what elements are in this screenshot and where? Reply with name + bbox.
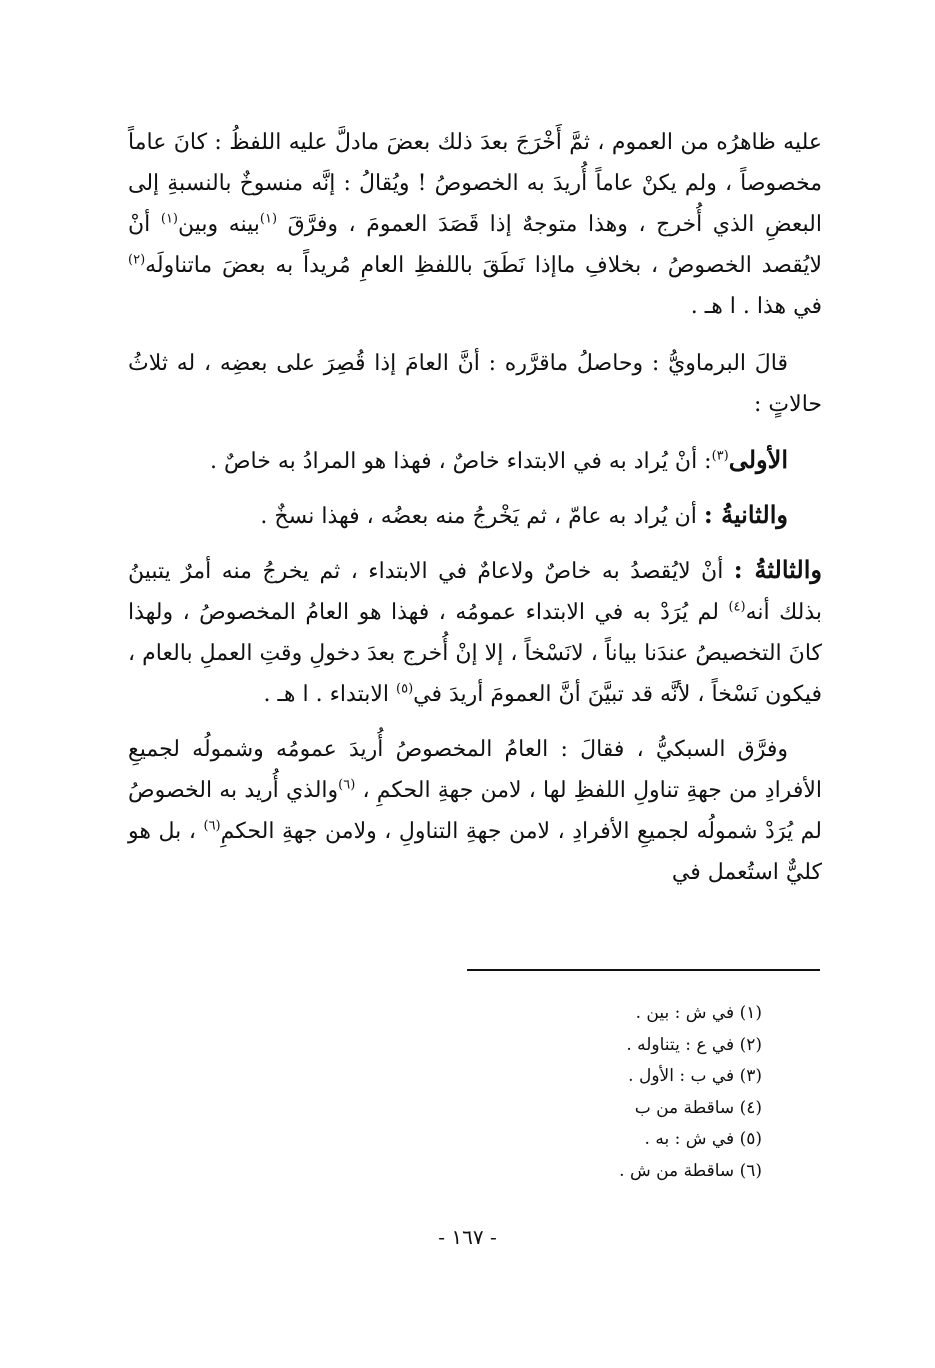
footnote-4: (٤) ساقطة من ب [634,1097,762,1118]
case-first [128,439,822,482]
paragraph-4-end: ، بل هو كليٌّ استُعمل في [128,819,822,885]
paragraph-1-quote: بينه وبين [178,212,260,237]
paragraph-1-continuation: أنْ لايُقصد الخصوصُ ، بخلافِ ماإذا نَطَقَ باللفظِ العامِ مُريداً به بعضَ ماتناولَه [128,212,822,278]
footnote-ref-1: (١) [259,211,278,227]
footnote-ref-4: (٤) [728,599,746,615]
paragraph-4-quote: والذي أُريد به الخصوصُ لم يُرَدْ شمولُه لجميعِ الأفرادِ ، لامن جهةِ التناولِ ، ولامن جهةِ الحكمِ [128,778,822,844]
paragraph-2-text: قالَ البرماويُّ : وحاصلُ ماقرَّره : أنَّ العامَ إذا قُصِرَ على بعضِه ، له ثلاثُ حالاتٍ : [128,351,822,417]
footnote-1: (١) في ش : بين . [635,1003,762,1023]
case-second-text: أن يُراد به عامّ ، ثم يَخْرجُ منه بعضُه ، فهذا نسخٌ . [260,504,697,529]
paragraph-2 [128,343,822,425]
footnote-ref-1-close: (١) [160,211,178,227]
footnote-2: (٢) في ع : يتناوله . [626,1034,762,1055]
paragraph-1-end: في هذا . ا هـ . [690,294,822,319]
footnote-5: (٥) في ش : به . [644,1129,762,1149]
footnote-ref-2: (٢) [128,252,146,268]
footnote-ref-6: (٦) [338,777,356,793]
case-third-continuation: لم يُرَدْ به في الابتداء عمومُه ، فهذا هو العامُ المخصوصُ ، ولهذا كانَ التخصيصُ عندَنا بياناً ، لانَسْخاً ، إلا إنْ أُخرج بعدَ دخولِ وقتِ العملِ بالعام ، فيكون نَسْخاً ، لأنَّه قد تبيَّنَ أنَّ العمومَ أريدَ في [128,600,822,707]
footnote-ref-3: (٣) [711,448,729,464]
case-third-text: أنْ لايُقصدُ به خاصٌ ولاعامٌ في الابتداء ، ثم يخرجُ منه أمرٌ يتبينُ بذلك أنه [128,559,822,625]
paragraph-1-text: عليه ظاهرُه من العموم ، ثمَّ أَخْرَجَ بعدَ ذلك بعضَ مادلَّ عليه اللفظُ : كانَ عاماً مخصوصاً ، ولم يكنْ عاماً أُريدَ به الخصوصُ ! ويُقالُ : إنَّه منسوخٌ بالنسبةِ إلى البعضِ الذي أُخرج ، وهذا متوجهٌ إذا قَصَدَ العمومَ ، وفرَّقَ [128,130,822,237]
case-third-end: الابتداء . ا هـ . [263,682,389,707]
footnote-3: (٣) في ب : الأول . [628,1066,762,1086]
footnotes [462,998,762,1187]
footnote-divider [467,969,820,971]
footnote-ref-5: (٥) [396,681,414,697]
footnote-ref-6-close: (٦) [203,818,221,834]
paragraph-4 [128,729,822,893]
paragraph-1 [128,122,822,327]
main-text [128,122,822,907]
case-first-heading: الأولى [728,445,788,474]
case-second [128,494,822,537]
case-first-text: : أنْ يُراد به في الابتداء خاصٌ ، فهذا هو المرادُ به خاصٌ . [209,449,712,474]
case-second-heading: والثانيةُ : [703,500,788,529]
footnote-6: (٦) ساقطة من ش . [619,1160,762,1181]
paragraph-4-text: وفرَّق السبكيُّ ، فقالَ : العامُ المخصوصُ أُريدَ عمومُه وشمولُه لجميعِ الأفرادِ من جهةِ تناولِ اللفظِ لها ، لامن جهةِ الحكمِ ، [128,737,822,803]
case-third [128,549,822,715]
page-number: - ١٦٧ - [438,1225,497,1249]
case-third-heading: والثالثةُ : [733,555,822,584]
